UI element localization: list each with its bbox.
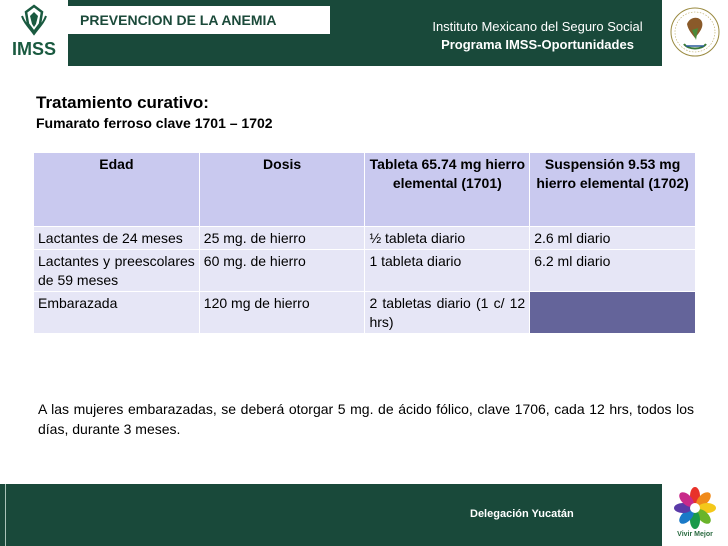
table-row — [34, 292, 696, 334]
imss-logo — [0, 0, 68, 66]
folic-acid-note: A las mujeres embarazadas, se deberá otorgar 5 mg. de ácido fólico, clave 1706, cada 12 hrs, todos los días, durante 3 meses. — [38, 401, 694, 437]
imss-logo-text: IMSS — [11, 39, 56, 59]
table-cell: Lactantes de 24 meses — [34, 227, 200, 250]
table-header-row — [34, 153, 696, 227]
header-tableta: Tableta 65.74 mg hierro elemental (1701) — [365, 153, 530, 227]
header-dosis: Dosis — [199, 153, 365, 227]
table-row — [34, 227, 696, 250]
table-row — [34, 250, 696, 292]
table-cell: 2 tabletas diario (1 c/ 12 hrs) — [365, 292, 530, 334]
table-cell: 120 mg de hierro — [199, 292, 365, 334]
page-title: PREVENCION DE LA ANEMIA — [80, 12, 277, 28]
page-title-box — [68, 6, 330, 34]
table-cell: ½ tableta diario — [365, 227, 530, 250]
vivir-mejor-text: Vivir Mejor — [677, 531, 713, 538]
delegation-label: Delegación Yucatán — [470, 508, 574, 520]
table-cell: Lactantes y preescolares de 59 meses — [34, 250, 200, 292]
program-name: Programa IMSS-Oportunidades — [441, 37, 634, 52]
table-cell: Embarazada — [34, 292, 200, 334]
vivir-mejor-flower-icon — [662, 484, 728, 532]
mexico-seal — [662, 0, 728, 66]
imss-eagle-icon — [18, 4, 50, 38]
table-cell-filled — [530, 292, 696, 334]
table-cell: 2.6 ml diario — [530, 227, 696, 250]
table-cell: 6.2 ml diario — [530, 250, 696, 292]
treatment-table — [33, 152, 696, 334]
table-cell: 1 tableta diario — [365, 250, 530, 292]
mexico-seal-icon — [662, 0, 728, 66]
institution-name: Instituto Mexicano del Seguro Social — [432, 19, 643, 34]
header-edad: Edad — [34, 153, 200, 227]
table-cell: 60 mg. de hierro — [199, 250, 365, 292]
table-cell: 25 mg. de hierro — [199, 227, 365, 250]
section-subheading: Fumarato ferroso clave 1701 – 1702 — [36, 115, 273, 131]
header-suspension: Suspensión 9.53 mg hierro elemental (1702) — [530, 153, 696, 227]
section-heading: Tratamiento curativo: — [36, 93, 209, 112]
